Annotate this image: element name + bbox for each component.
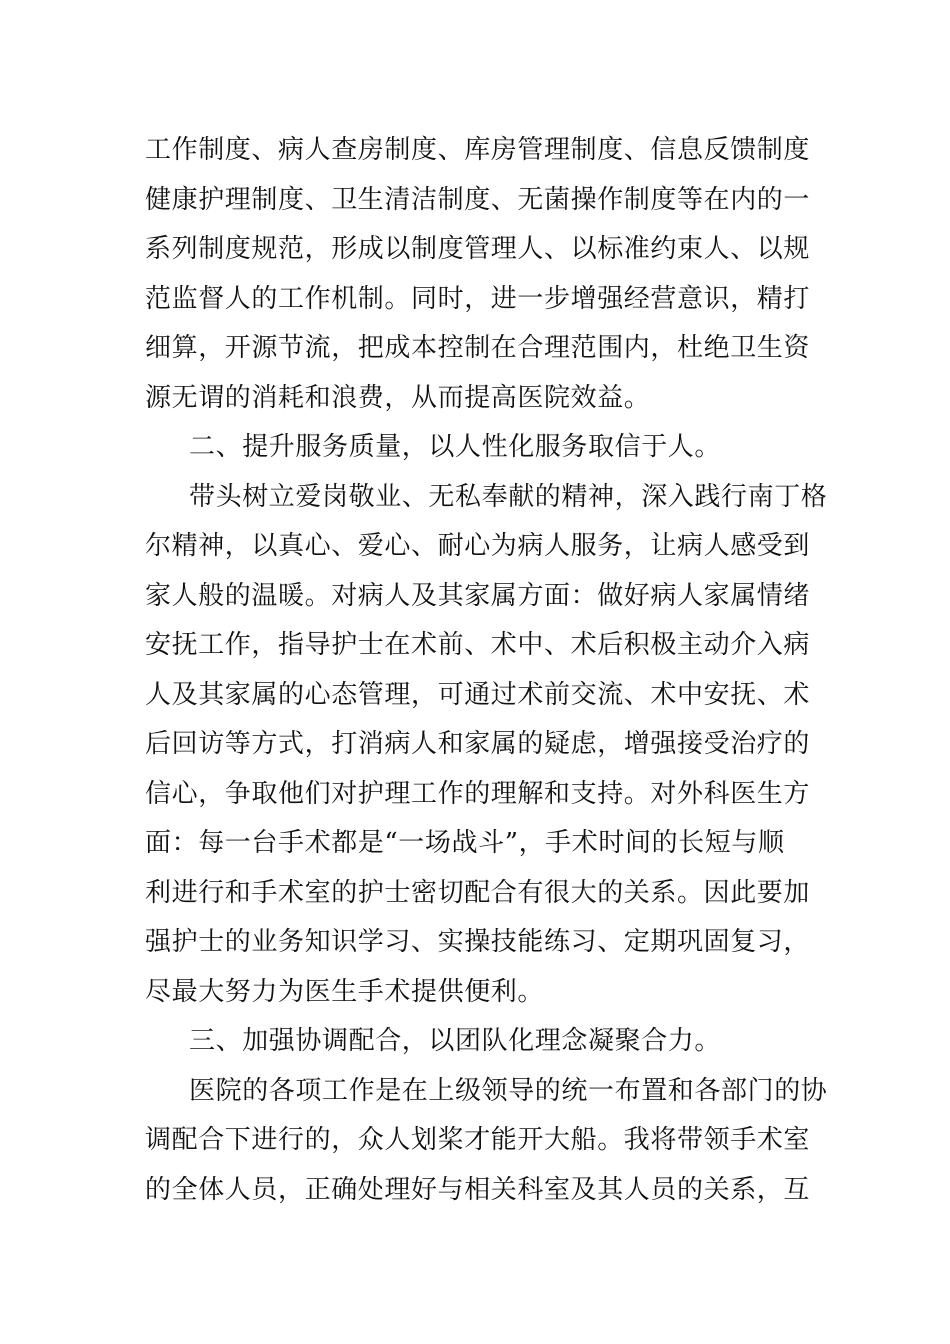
text-line: 尔精神，以真心、爱心、耐心为病人服务，让病人感受到 [145,531,811,561]
text-line: 尽最大努力为医生手术提供便利。 [145,976,545,1007]
text-line: 医院的各项工作是在上级领导的统一布置和各部门的协 [189,1075,828,1106]
text-line: 带头树立爱岗敬业、无私奉献的精神，深入践行南丁格 [189,481,828,512]
text-line: 家人般的温暖。对病人及其家属方面：做好病人家属情绪 [145,580,811,611]
text-line: 系列制度规范，形成以制度管理人、以标准约束人、以规 [145,234,811,264]
text-line: 后回访等方式，打消病人和家属的疑虑，增强接受治疗的 [145,729,811,759]
text-line: 细算，开源节流，把成本控制在合理范围内，杜绝卫生资 [145,333,811,363]
text-line: 健康护理制度、卫生清洁制度、无菌操作制度等在内的一 [145,184,811,215]
text-line: 调配合下进行的，众人划桨才能开大船。我将带领手术室 [145,1125,811,1155]
text-line: 面：每一台手术都是“一场战斗”，手术时间的长短与顺 [145,828,785,858]
text-line: 人及其家属的心态管理，可通过术前交流、术中安抚、术 [145,679,811,710]
text-line: 利进行和手术室的护士密切配合有很大的关系。因此要加 [145,877,811,908]
text-line: 源无谓的消耗和浪费，从而提高医院效益。 [145,382,651,413]
text-line: 信心，争取他们对护理工作的理解和支持。对外科医生方 [145,778,811,809]
text-line: 工作制度、病人查房制度、库房管理制度、信息反馈制度 [145,135,811,165]
text-line: 强护士的业务知识学习、实操技能练习、定期巩固复习， [145,927,811,957]
text-line: 范监督人的工作机制。同时，进一步增强经营意识，精打 [145,283,811,314]
document-body [145,126,828,1215]
section-heading: 二、提升服务质量，以人性化服务取信于人。 [189,432,722,462]
section-heading: 三、加强协调配合，以团队化理念凝聚合力。 [189,1026,722,1056]
text-line: 的全体人员，正确处理好与相关科室及其人员的关系，互 [145,1174,811,1205]
text-line: 安抚工作，指导护士在术前、术中、术后积极主动介入病 [145,630,811,660]
